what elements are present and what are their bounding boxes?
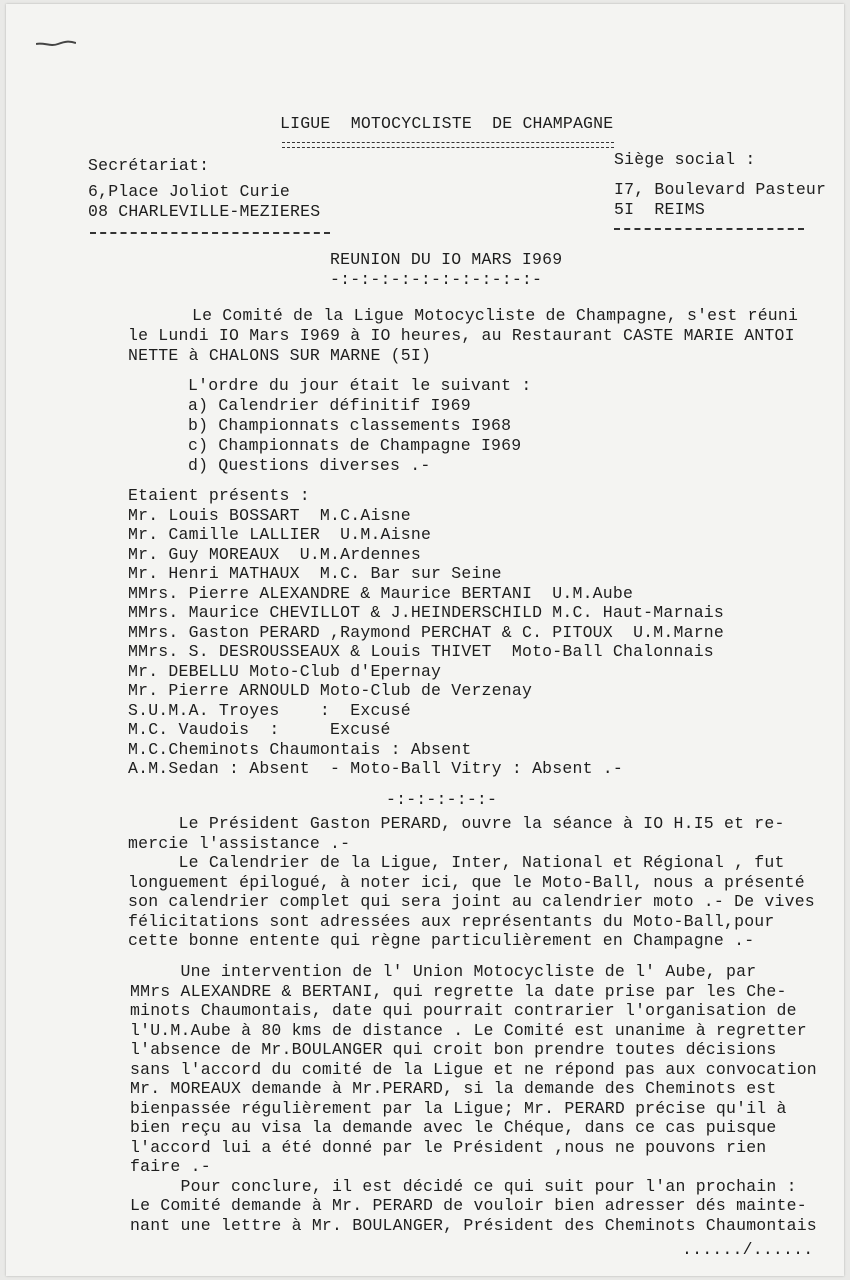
body-line: bienpassée régulièrement par la Ligue; Mr. PERARD précise qu'il à bbox=[130, 1098, 787, 1118]
body-line: cette bonne entente qui règne particulièrement en Champagne .- bbox=[128, 931, 755, 950]
section-divider: -:-:-:-:-:- bbox=[386, 790, 498, 809]
attendee-line: A.M.Sedan : Absent - Moto-Ball Vitry : Absent .- bbox=[128, 759, 623, 778]
attendees-heading: Etaient présents : bbox=[128, 486, 310, 505]
agenda-item: c) Championnats de Champagne I969 bbox=[188, 436, 522, 455]
siege-label: Siège social : bbox=[614, 150, 756, 169]
body-line: l'accord lui a été donné par le Président ,nous ne pouvons rien bbox=[130, 1137, 767, 1157]
body-line: son calendrier complet qui sera joint au calendrier moto .- De vives bbox=[128, 892, 815, 911]
secretariat-address-line-1: 6,Place Joliot Curie bbox=[88, 182, 291, 201]
attendee-line: M.C. Vaudois : Excusé bbox=[128, 720, 391, 739]
body-line: Le Président Gaston PERARD, ouvre la séance à IO H.I5 et re- bbox=[128, 814, 785, 833]
attendee-line: Mr. Guy MOREAUX U.M.Ardennes bbox=[128, 544, 421, 564]
agenda-item: a) Calendrier définitif I969 bbox=[188, 396, 471, 415]
siege-address-line-2: 5I REIMS bbox=[614, 200, 705, 219]
attendee-line: MMrs. Maurice CHEVILLOT & J.HEINDERSCHILD M.C. Haut-Marnais bbox=[128, 603, 724, 622]
body-line: sans l'accord du comité de la Ligue et ne répond pas aux convocation bbox=[130, 1059, 817, 1079]
siege-rule bbox=[614, 228, 804, 230]
body-line: mercie l'assistance .- bbox=[128, 833, 351, 853]
attendee-line: M.C.Cheminots Chaumontais : Absent bbox=[128, 739, 472, 759]
attendee-line: Mr. DEBELLU Moto-Club d'Epernay bbox=[128, 661, 442, 681]
attendee-line: MMrs. S. DESROUSSEAUX & Louis THIVET Moto-Ball Chalonnais bbox=[128, 642, 714, 661]
continuation-marker: ....../...... bbox=[682, 1240, 814, 1259]
attendee-line: Mr. Pierre ARNOULD Moto-Club de Verzenay bbox=[128, 681, 533, 700]
agenda-item: b) Championnats classements I968 bbox=[188, 416, 512, 435]
attendee-line: MMrs. Gaston PERARD ,Raymond PERCHAT & C. PITOUX U.M.Marne bbox=[128, 622, 724, 642]
intro-line: le Lundi IO Mars I969 à IO heures, au Restaurant CASTE MARIE ANTOI bbox=[128, 326, 795, 345]
body-line: l'absence de Mr.BOULANGER qui croit bon prendre toutes décisions bbox=[130, 1040, 777, 1059]
league-title: LIGUE MOTOCYCLISTE DE CHAMPAGNE bbox=[280, 114, 614, 133]
body-line: l'U.M.Aube à 80 kms de distance . Le Comité est unanime à regretter bbox=[130, 1020, 807, 1040]
meeting-title: REUNION DU IO MARS I969 bbox=[330, 250, 563, 269]
pen-mark bbox=[36, 40, 76, 48]
attendee-line: Mr. Camille LALLIER U.M.Aisne bbox=[128, 525, 432, 544]
attendee-line: Mr. Louis BOSSART M.C.Aisne bbox=[128, 505, 411, 525]
body-line: longuement épilogué, à noter ici, que le Moto-Ball, nous a présenté bbox=[128, 872, 805, 892]
attendee-line: Mr. Henri MATHAUX M.C. Bar sur Seine bbox=[128, 564, 502, 583]
body-line: Le Comité demande à Mr. PERARD de vouloir bien adresser dés mainte- bbox=[130, 1196, 807, 1215]
siege-address-line-1: I7, Boulevard Pasteur bbox=[614, 180, 827, 199]
secretariat-address-line-2: 08 CHARLEVILLE-MEZIERES bbox=[88, 202, 321, 221]
body-line: Le Calendrier de la Ligue, Inter, National et Régional , fut bbox=[128, 853, 785, 872]
body-line: Mr. MOREAUX demande à Mr.PERARD, si la demande des Cheminots est bbox=[130, 1079, 777, 1098]
body-line: faire .- bbox=[130, 1157, 211, 1176]
secretariat-rule bbox=[90, 232, 330, 234]
body-line: félicitations sont adressées aux représentants du Moto-Ball,pour bbox=[128, 911, 775, 931]
secretariat-label: Secrétariat: bbox=[88, 156, 210, 175]
attendee-line: MMrs. Pierre ALEXANDRE & Maurice BERTANI U.M.Aube bbox=[128, 583, 634, 603]
document-page bbox=[6, 4, 844, 1276]
intro-line: NETTE à CHALONS SUR MARNE (5I) bbox=[128, 346, 432, 365]
agenda-heading: L'ordre du jour était le suivant : bbox=[188, 376, 532, 395]
attendee-line: S.U.M.A. Troyes : Excusé bbox=[128, 700, 411, 720]
body-line: minots Chaumontais, date qui pourrait contrarier l'organisation de bbox=[130, 1001, 797, 1020]
body-line: Une intervention de l' Union Motocycliste de l' Aube, par bbox=[130, 962, 757, 981]
body-line: MMrs ALEXANDRE & BERTANI, qui regrette la date prise par les Che- bbox=[130, 981, 787, 1001]
body-line: bien reçu au visa la demande avec le Chéque, dans ce cas puisque bbox=[130, 1118, 777, 1137]
meeting-title-divider: -:-:-:-:-:-:-:-:-:-:- bbox=[330, 270, 543, 289]
agenda-item: d) Questions diverses .- bbox=[188, 456, 431, 475]
body-line: Pour conclure, il est décidé ce qui suit pour l'an prochain : bbox=[130, 1176, 797, 1196]
title-underline bbox=[282, 142, 614, 148]
intro-line: Le Comité de la Ligue Motocycliste de Champagne, s'est réuni bbox=[192, 306, 799, 325]
body-line: nant une lettre à Mr. BOULANGER, Président des Cheminots Chaumontais bbox=[130, 1215, 817, 1235]
